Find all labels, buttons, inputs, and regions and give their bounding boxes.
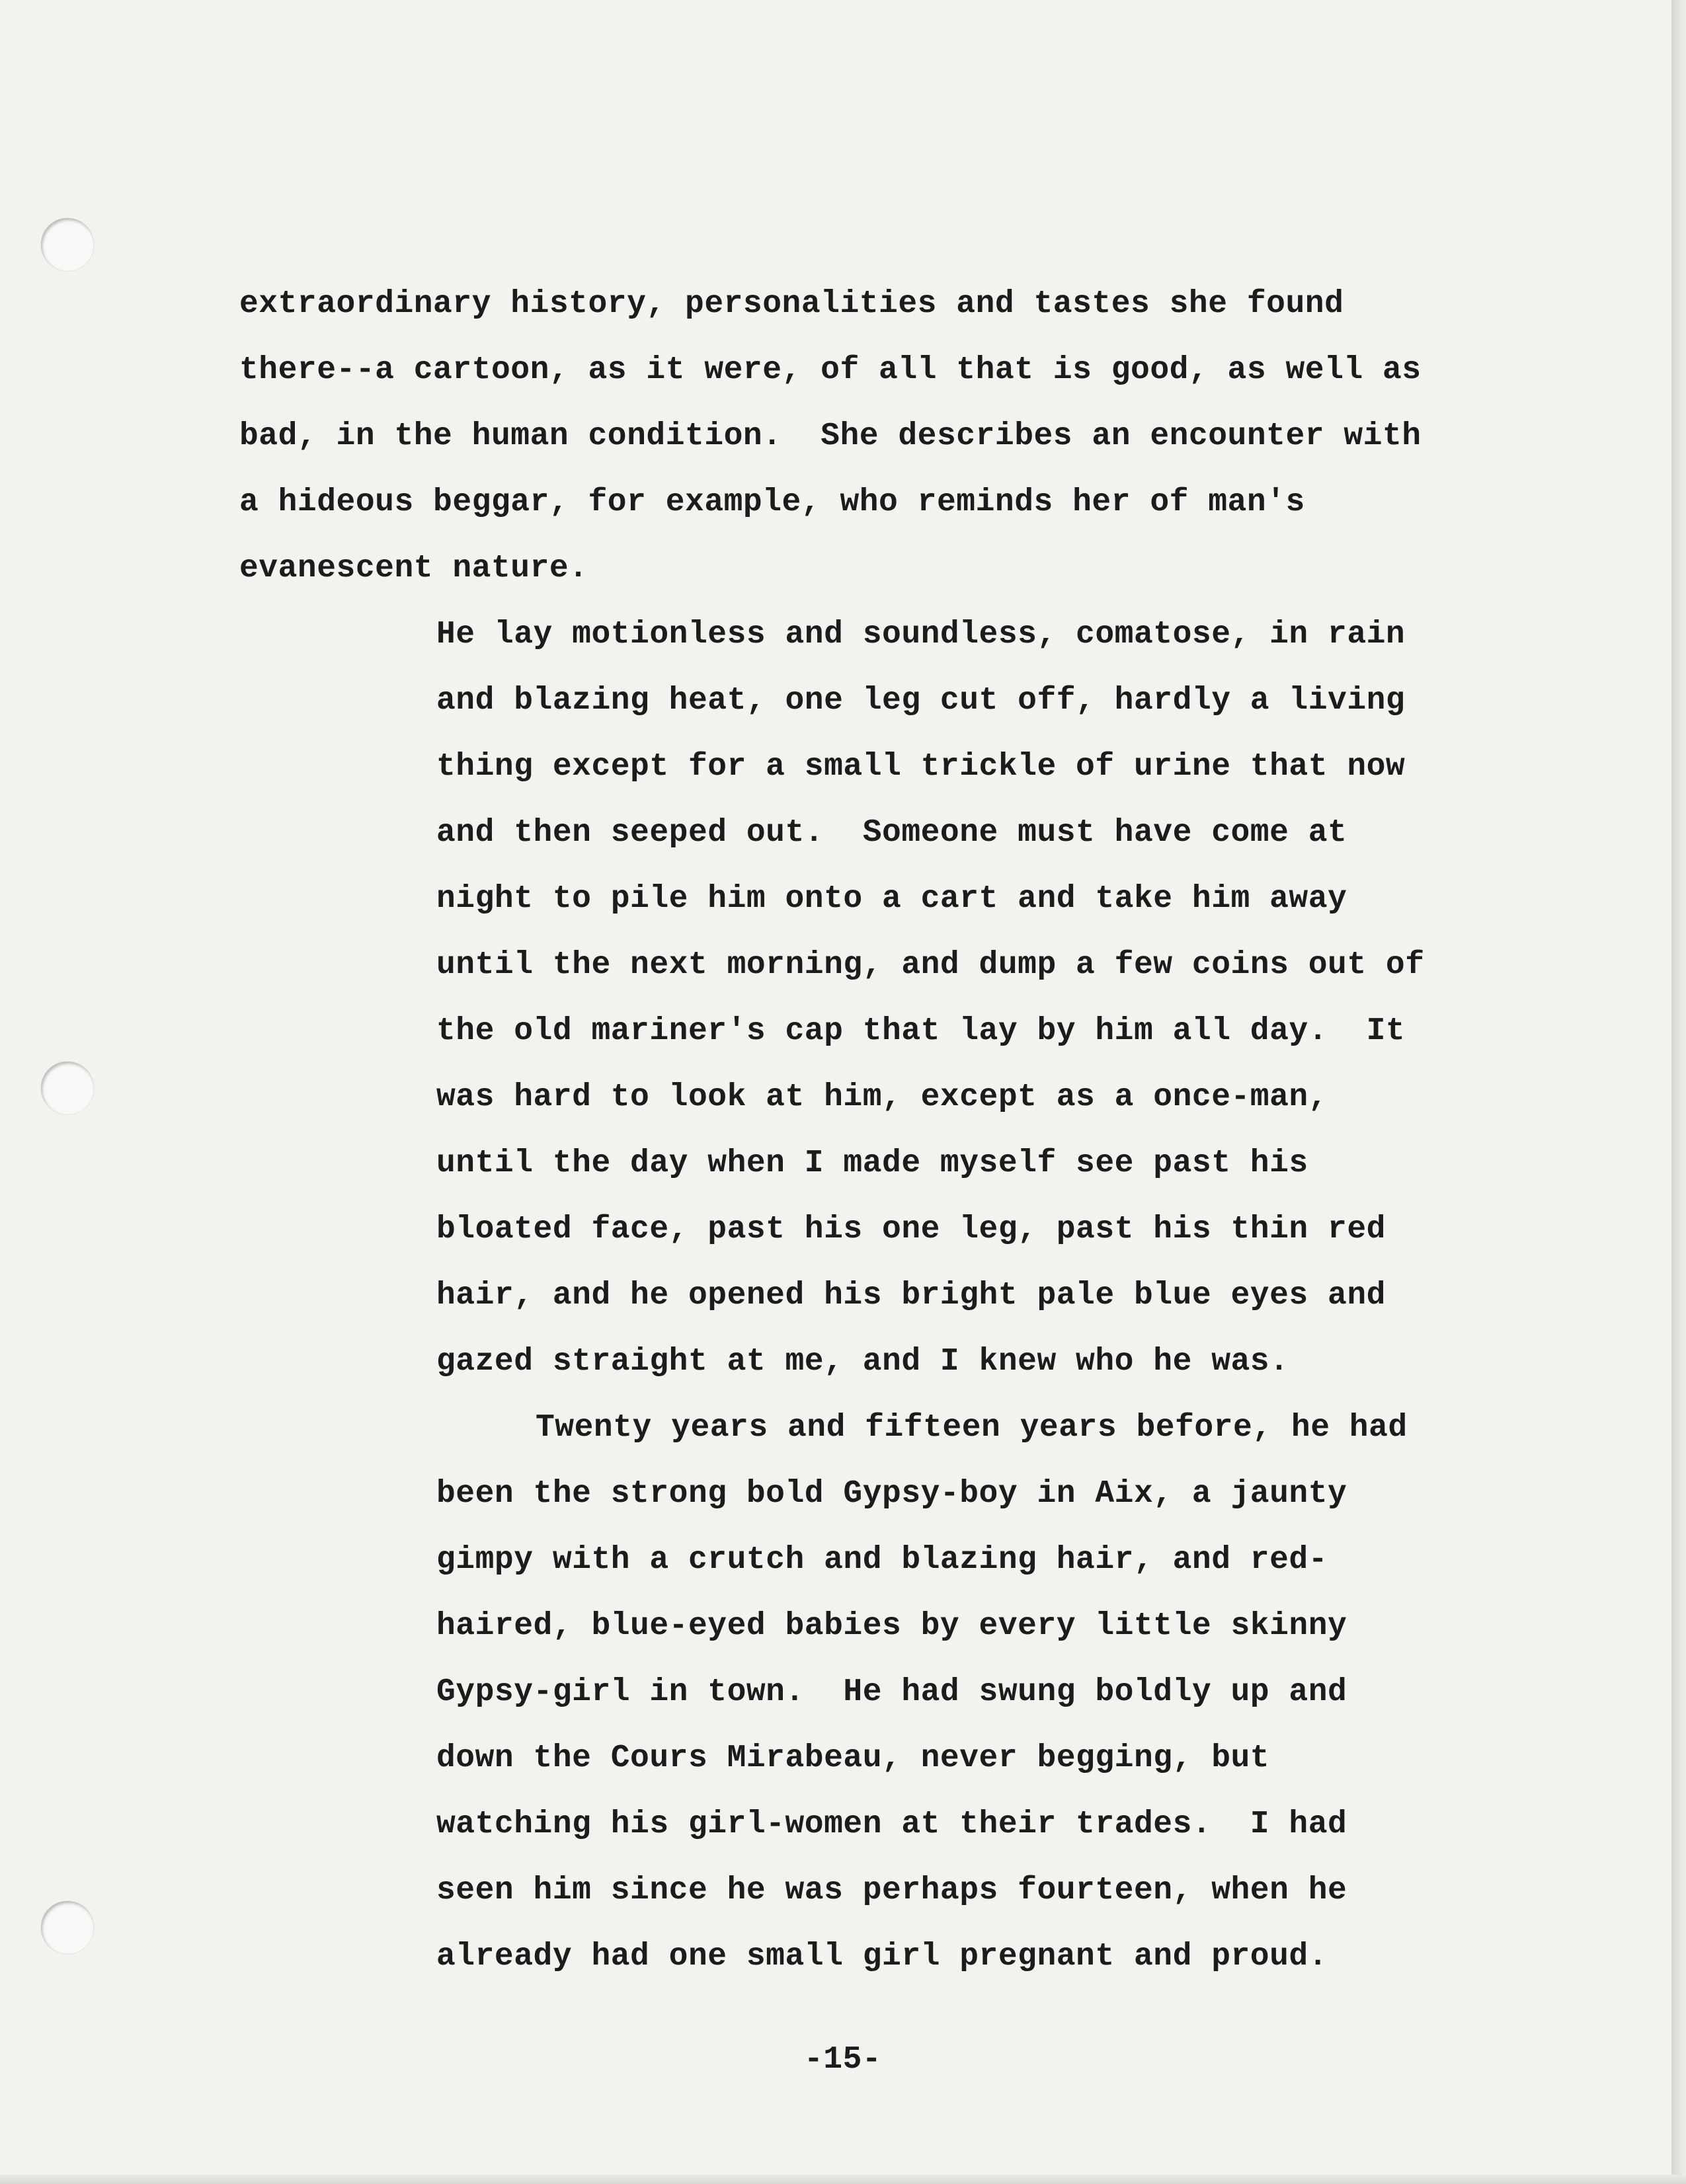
text-line: watching his girl-women at their trades. I had [436, 1807, 1347, 1842]
binder-hole-middle [41, 1062, 94, 1114]
text-line: thing except for a small trickle of urine that now [436, 749, 1406, 785]
text-line: the old mariner's cap that lay by him all day. It [436, 1013, 1406, 1049]
text-line: Twenty years and fifteen years before, he had [536, 1410, 1408, 1446]
text-line: gimpy with a crutch and blazing hair, and red- [436, 1542, 1328, 1578]
text-line: already had one small girl pregnant and proud. [436, 1939, 1328, 1974]
text-line: He lay motionless and soundless, comatose, in rain [436, 617, 1406, 652]
page-edge [1671, 0, 1686, 2184]
text-line: bloated face, past his one leg, past his thin red [436, 1212, 1386, 1247]
text-line: gazed straight at me, and I knew who he was. [436, 1344, 1289, 1380]
text-line: haired, blue-eyed babies by every little skinny [436, 1608, 1347, 1644]
text-line: there--a cartoon, as it were, of all that is good, as well as [239, 352, 1422, 388]
text-line: Gypsy-girl in town. He had swung boldly up and [436, 1674, 1347, 1710]
text-line: hair, and he opened his bright pale blue eyes and [436, 1278, 1386, 1313]
text-line: until the day when I made myself see past his [436, 1146, 1308, 1181]
text-line: been the strong bold Gypsy-boy in Aix, a jaunty [436, 1476, 1347, 1512]
text-line: bad, in the human condition. She describes an encounter with [239, 418, 1422, 454]
text-line: evanescent nature. [239, 551, 588, 586]
text-line: was hard to look at him, except as a once-man, [436, 1079, 1328, 1115]
page-number: -15- [804, 2042, 882, 2078]
text-line: and then seeped out. Someone must have come at [436, 815, 1347, 851]
binder-hole-top [41, 218, 94, 271]
text-line: seen him since he was perhaps fourteen, when he [436, 1873, 1347, 1908]
text-line: until the next morning, and dump a few coins out of [436, 947, 1425, 983]
text-line: night to pile him onto a cart and take him away [436, 881, 1347, 917]
text-line: and blazing heat, one leg cut off, hardly a living [436, 683, 1406, 719]
text-line: down the Cours Mirabeau, never begging, but [436, 1740, 1270, 1776]
page-bottom-edge [0, 2175, 1686, 2184]
binder-hole-bottom [41, 1901, 94, 1954]
text-line: a hideous beggar, for example, who reminds her of man's [239, 485, 1305, 520]
intro-paragraph [0, 0, 1671, 586]
text-line: extraordinary history, personalities and tastes she found [239, 286, 1344, 322]
